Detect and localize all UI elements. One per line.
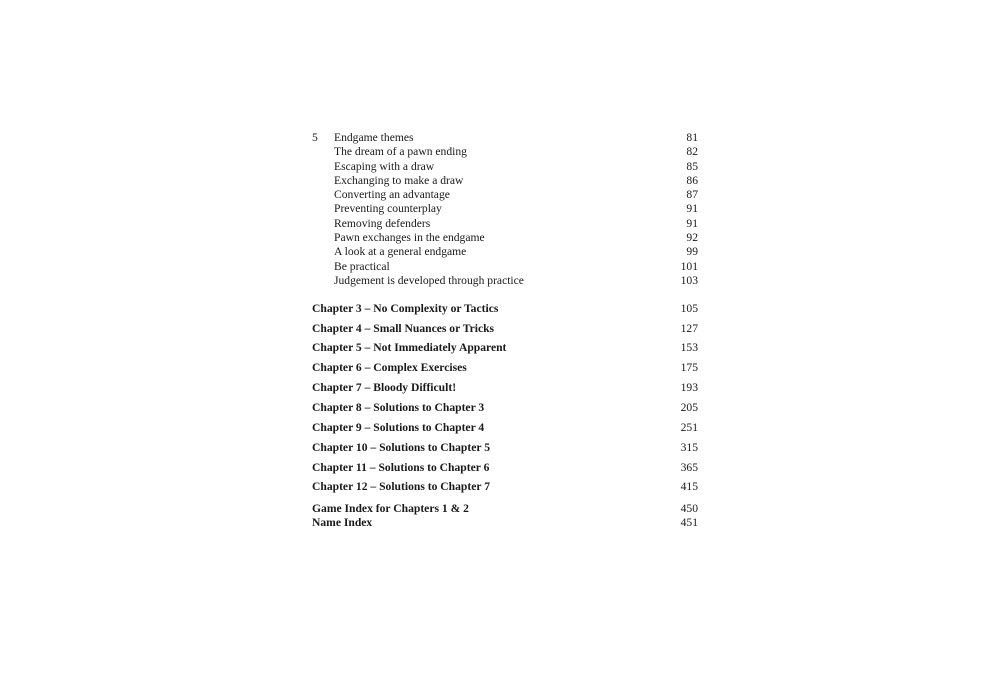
chapter-page: 105 <box>680 301 698 315</box>
chapter-title: Chapter 8 – Solutions to Chapter 3 <box>312 400 485 414</box>
subsection-page: 91 <box>686 216 698 230</box>
chapter-title: Chapter 3 – No Complexity or Tactics <box>312 301 499 315</box>
toc-chapter-entry <box>312 398 698 418</box>
toc-chapter-entry <box>312 299 698 319</box>
subsection-page: 103 <box>680 273 698 287</box>
toc-subsection-entry <box>312 245 698 259</box>
chapter-page: 205 <box>680 400 698 414</box>
toc-chapter-entry <box>312 378 698 398</box>
toc-subsection-entry <box>312 188 698 202</box>
toc-chapter-entry <box>312 418 698 438</box>
toc-chapter-entry <box>312 438 698 458</box>
subsection-title: Converting an advantage <box>334 188 450 202</box>
subsection-title: Exchanging to make a draw <box>334 173 464 187</box>
section-title: Endgame themes <box>334 131 414 144</box>
chapter-title: Chapter 9 – Solutions to Chapter 4 <box>312 420 485 434</box>
subsection-page: 92 <box>686 231 698 245</box>
toc-chapter-entry <box>312 338 698 358</box>
subsection-title: Removing defenders <box>334 216 431 230</box>
toc-chapter-entry <box>312 458 698 478</box>
chapter-title: Chapter 4 – Small Nuances or Tricks <box>312 321 495 335</box>
subsection-title: The dream of a pawn ending <box>334 145 467 159</box>
subsection-title: Preventing counterplay <box>334 202 442 216</box>
chapter-title: Chapter 5 – Not Immediately Apparent <box>312 341 507 355</box>
subsection-page: 87 <box>686 188 698 202</box>
toc-subsection-entry <box>312 174 698 188</box>
toc-subsection-entry <box>312 231 698 245</box>
toc-chapter-entry <box>312 358 698 378</box>
chapter-page: 315 <box>680 440 698 454</box>
chapter-title: Chapter 11 – Solutions to Chapter 6 <box>312 460 490 474</box>
section-number: 5 <box>312 131 318 144</box>
subsection-title: Escaping with a draw <box>334 159 435 173</box>
subsection-title: A look at a general endgame <box>334 245 467 259</box>
subsection-page: 82 <box>686 145 698 159</box>
chapter-page: 415 <box>680 480 698 494</box>
chapter-title: Chapter 12 – Solutions to Chapter 7 <box>312 480 491 494</box>
toc-subsection-entry <box>312 274 698 288</box>
chapter-page: 251 <box>680 420 698 434</box>
subsection-page: 101 <box>680 259 698 273</box>
chapter-title: Chapter 7 – Bloody Difficult! <box>312 381 457 395</box>
subsection-page: 91 <box>686 202 698 216</box>
index-title: Game Index for Chapters 1 & 2 <box>312 501 469 515</box>
chapter-page: 365 <box>680 460 698 474</box>
section-page: 81 <box>686 131 698 144</box>
toc-chapter-entry <box>312 477 698 497</box>
spacer <box>312 288 698 299</box>
index-title: Name Index <box>312 516 373 530</box>
index-page: 450 <box>680 501 698 515</box>
toc-subsection-entry <box>312 145 698 159</box>
toc-subsection-entry <box>312 160 698 174</box>
chapter-page: 193 <box>680 381 698 395</box>
toc-section-entry <box>312 131 698 145</box>
toc-chapter-entry <box>312 319 698 339</box>
subsection-title: Judgement is developed through practice <box>334 273 524 287</box>
subsection-title: Pawn exchanges in the endgame <box>334 231 485 245</box>
chapter-title: Chapter 6 – Complex Exercises <box>312 361 467 375</box>
subsection-title: Be practical <box>334 259 390 273</box>
subsection-page: 86 <box>686 173 698 187</box>
index-page: 451 <box>680 516 698 530</box>
toc-index-entry <box>312 516 698 531</box>
table-of-contents <box>312 131 698 531</box>
subsection-page: 99 <box>686 245 698 259</box>
chapter-title: Chapter 10 – Solutions to Chapter 5 <box>312 440 491 454</box>
toc-subsection-entry <box>312 260 698 274</box>
chapter-page: 175 <box>680 361 698 375</box>
chapter-page: 153 <box>680 341 698 355</box>
toc-index-entry <box>312 502 698 517</box>
toc-subsection-entry <box>312 217 698 231</box>
subsection-page: 85 <box>686 159 698 173</box>
chapter-page: 127 <box>680 321 698 335</box>
toc-subsection-entry <box>312 202 698 216</box>
